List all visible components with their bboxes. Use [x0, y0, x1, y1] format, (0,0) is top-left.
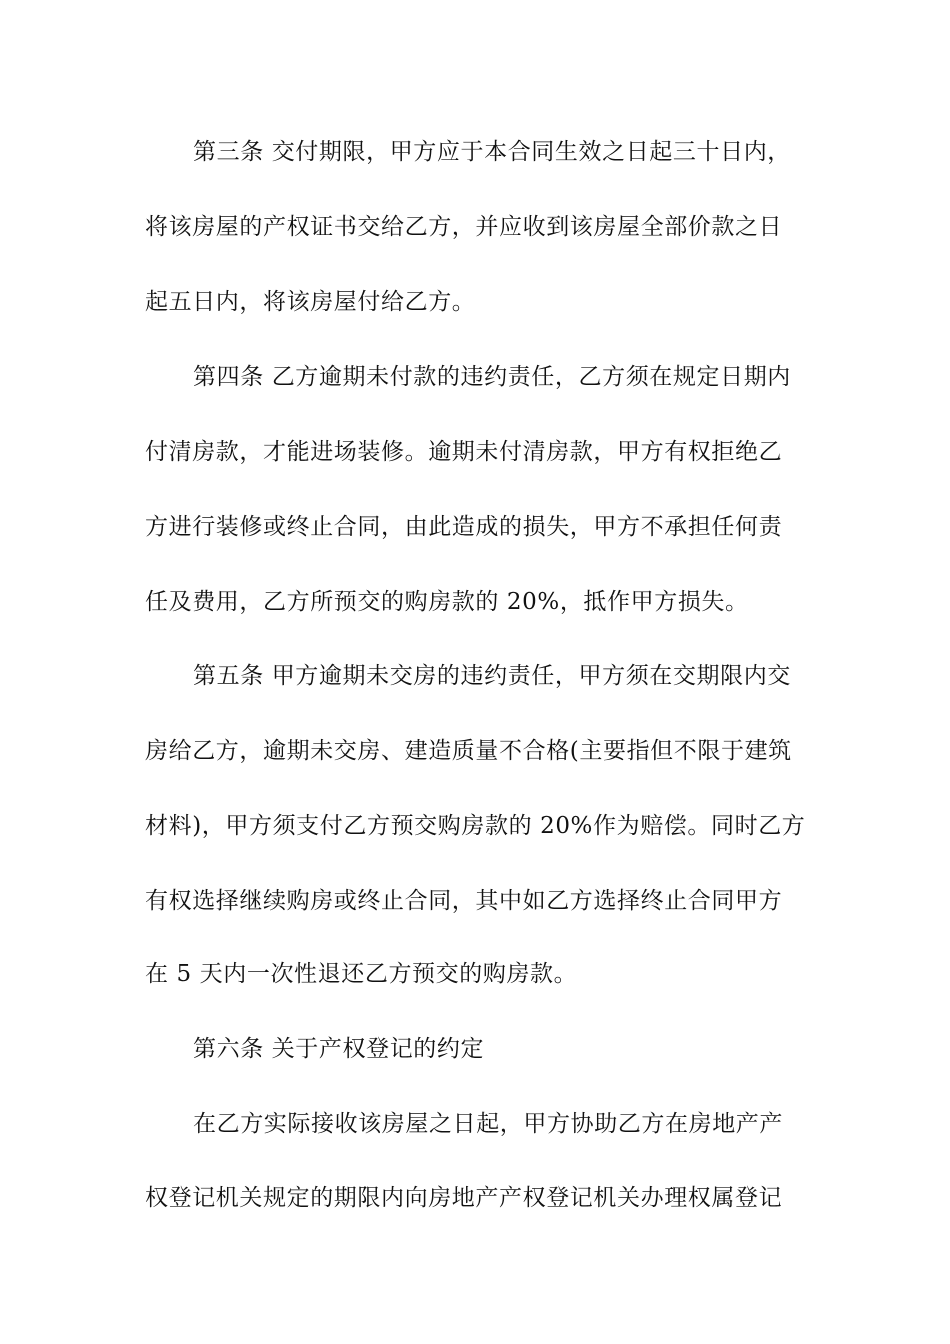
article-5-line-5: 在 5 天内一次性退还乙方预交的购房款。 — [145, 961, 578, 987]
article-5-line-1: 第五条 甲方逾期未交房的违约责任，甲方须在交期限内交 — [193, 663, 791, 689]
article-3-line-1: 第三条 交付期限，甲方应于本合同生效之日起三十日内， — [193, 139, 791, 165]
article-5-line-2: 房给乙方，逾期未交房、建造质量不合格(主要指但不限于建筑 — [145, 738, 792, 764]
article-4-line-3: 方进行装修或终止合同，由此造成的损失，甲方不承担任何责 — [145, 514, 783, 540]
article-5-line-4: 有权选择继续购房或终止合同，其中如乙方选择终止合同甲方 — [145, 888, 783, 914]
article-6-heading: 第六条 关于产权登记的约定 — [193, 1036, 485, 1062]
article-3-line-3: 起五日内，将该房屋付给乙方。 — [145, 289, 476, 315]
registration-paragraph-line-1: 在乙方实际接收该房屋之日起，甲方协助乙方在房地产产 — [193, 1111, 783, 1137]
article-4-line-2: 付清房款，才能进场装修。逾期未付清房款，甲方有权拒绝乙 — [145, 439, 783, 465]
article-4-line-1: 第四条 乙方逾期未付款的违约责任，乙方须在规定日期内 — [193, 364, 791, 390]
article-4-line-4: 任及费用，乙方所预交的购房款的 20%，抵作甲方损失。 — [145, 589, 749, 615]
registration-paragraph-line-2: 权登记机关规定的期限内向房地产产权登记机关办理权属登记 — [145, 1185, 783, 1211]
article-3-line-2: 将该房屋的产权证书交给乙方，并应收到该房屋全部价款之日 — [145, 214, 783, 240]
article-5-line-3: 材料)，甲方须支付乙方预交购房款的 20%作为赔偿。同时乙方 — [145, 813, 806, 839]
